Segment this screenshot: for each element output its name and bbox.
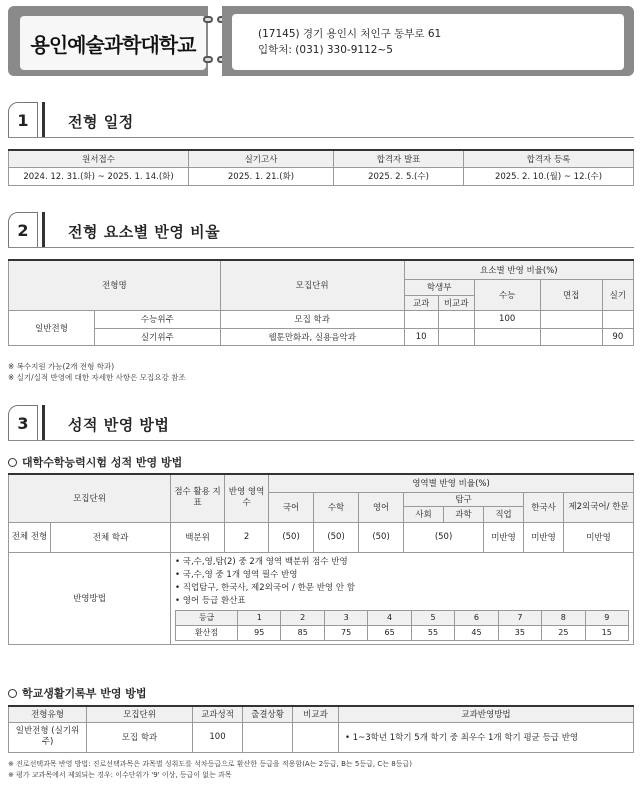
col-header: 학생부: [404, 279, 474, 295]
section-title: 전형 요소별 반영 비율: [68, 223, 221, 241]
note-text: ※ 복수지원 가능(2개 전형 학과): [8, 362, 115, 371]
table-cell: 환산점: [176, 625, 238, 640]
circle-bullet-icon: [8, 689, 17, 698]
col-header: 비교과: [293, 706, 339, 722]
col-header: 전형명: [9, 260, 221, 310]
table-cell: [243, 722, 293, 752]
col-header: 출결상황: [243, 706, 293, 722]
table-cell: (50): [269, 522, 314, 552]
col-header: 실기: [602, 279, 633, 310]
col-header: 한국사: [524, 492, 564, 522]
table-cell: 85: [281, 625, 324, 640]
bullet-text: • 국,수,영,탐(2) 중 2개 영역 백분위 점수 반영: [175, 556, 348, 567]
table-cell: 2025. 1. 21.(화): [189, 167, 334, 185]
table-cell: 일반전형 (실기위주): [9, 722, 87, 752]
col-header: 과학: [444, 506, 484, 522]
table-cell: 백분위: [171, 522, 225, 552]
table-cell: 2025. 2. 5.(수): [334, 167, 464, 185]
section-number: 3: [8, 405, 38, 441]
table-cell: 실기위주: [95, 328, 221, 345]
table-cell: 등급: [176, 610, 238, 625]
col-header: 합격자 발표: [334, 150, 464, 167]
table-cell: 6: [455, 610, 498, 625]
notes: [8, 361, 186, 383]
table-cell: 2024. 12. 31.(화) ~ 2025. 1. 14.(화): [9, 167, 189, 185]
subheading-csat: [8, 454, 182, 470]
bullet-text: • 직업탐구, 한국사, 제2외국어 / 한문 반영 안 함: [175, 582, 355, 593]
col-header: 수학: [314, 492, 359, 522]
note-text: ※ 진로선택과목 반영 방법: 진로선택과목은 과목별 성취도를 석차등급으로 환산한 등급을 적용함(A는 2등급, B는 5등급, C는 8등급): [8, 760, 412, 768]
table-cell: 75: [324, 625, 367, 640]
section-number: 2: [8, 212, 38, 248]
table-cell: 100: [474, 310, 540, 328]
table-cell: [602, 310, 633, 328]
col-header: 모집단위: [87, 706, 193, 722]
table-cell: 전체 전형: [9, 522, 51, 552]
table-cell: (50): [359, 522, 404, 552]
col-header: 전형유형: [9, 706, 87, 722]
table-cell: (50): [404, 522, 484, 552]
circle-bullet-icon: [8, 458, 17, 467]
table-cell: 반영방법: [9, 552, 171, 644]
table-cell: 모집 학과: [87, 722, 193, 752]
table-cell: 35: [498, 625, 541, 640]
col-header: 국어: [269, 492, 314, 522]
table-cell: [293, 722, 339, 752]
table-cell: 15: [585, 625, 628, 640]
table-cell: 미반영: [524, 522, 564, 552]
bullet-text: • 국,수,영 중 1개 영역 필수 반영: [175, 569, 298, 580]
table-cell: 65: [368, 625, 411, 640]
subheading-text: 학교생활기록부 반영 방법: [22, 687, 147, 700]
table-cell: 수능위주: [95, 310, 221, 328]
notes: [8, 759, 412, 781]
table-cell: 8: [542, 610, 585, 625]
col-header: 원서접수: [9, 150, 189, 167]
table-cell: 55: [411, 625, 454, 640]
section-heading-schedule: [8, 102, 634, 140]
table-cell: 웹툰만화과, 실용음악과: [220, 328, 404, 345]
table-cell: [540, 328, 602, 345]
table-cell: (50): [314, 522, 359, 552]
bullet-text: • 영어 등급 환산표: [175, 595, 246, 606]
table-cell: 전체 학과: [51, 522, 171, 552]
table-cell: 25: [542, 625, 585, 640]
note-text: ※ 실기/실적 반영에 대한 자세한 사항은 모집요강 참조: [8, 373, 186, 382]
record-table: [8, 705, 634, 753]
section-title: 전형 일정: [68, 113, 134, 131]
table-cell: 모집 학과: [220, 310, 404, 328]
method-cell: [171, 552, 634, 644]
table-cell: 90: [602, 328, 633, 345]
table-cell: 5: [411, 610, 454, 625]
col-header: 교과성적: [193, 706, 243, 722]
section-heading-ratio: [8, 212, 634, 250]
col-header: 실기고사: [189, 150, 334, 167]
col-header: 반영 영역수: [225, 474, 269, 522]
section-number: 1: [8, 102, 38, 138]
table-cell: 4: [368, 610, 411, 625]
table-cell: • 1~3학년 1학기 5개 학기 중 최우수 1개 학기 평균 등급 반영: [339, 722, 634, 752]
col-header: 모집단위: [9, 474, 171, 522]
col-header: 영역별 반영 비율(%): [269, 474, 634, 492]
header-school-panel: [8, 6, 208, 76]
subheading-text: 대학수학능력시험 성적 반영 방법: [22, 456, 183, 469]
table-cell: 2: [225, 522, 269, 552]
table-cell: 미반영: [564, 522, 634, 552]
table-cell: 미반영: [484, 522, 524, 552]
col-header: 사회: [404, 506, 444, 522]
table-cell: 100: [193, 722, 243, 752]
col-header: 면접: [540, 279, 602, 310]
section-heading-scores: [8, 405, 634, 443]
table-cell: [474, 328, 540, 345]
table-cell: 1: [238, 610, 281, 625]
note-text: ※ 평가 교과목에서 제외되는 경우: 이수단위가 '9' 이상, 등급이 없는 과목: [8, 771, 232, 779]
phone: 입학처: (031) 330-9112~5: [258, 44, 393, 56]
table-cell: 3: [324, 610, 367, 625]
table-cell: 9: [585, 610, 628, 625]
col-header: 탐구: [404, 492, 524, 506]
table-cell: [438, 328, 474, 345]
table-cell: 7: [498, 610, 541, 625]
col-header: 제2외국어/ 한문: [564, 492, 634, 522]
col-header: 비교과: [438, 295, 474, 310]
col-header: 직업: [484, 506, 524, 522]
col-header: 교과반영방법: [339, 706, 634, 722]
table-cell: [540, 310, 602, 328]
ratio-table: [8, 259, 634, 346]
col-header: 영어: [359, 492, 404, 522]
schedule-table: [8, 149, 634, 186]
table-cell: 일반전형: [9, 310, 95, 345]
col-header: 점수 활용 지표: [171, 474, 225, 522]
english-grade-table: [175, 610, 629, 641]
csat-table: [8, 473, 634, 645]
header-contact-panel: [222, 6, 634, 76]
subheading-record: [8, 685, 147, 701]
col-header: 요소별 반영 비율(%): [404, 260, 633, 279]
table-cell: 95: [238, 625, 281, 640]
col-header: 교과: [404, 295, 438, 310]
table-cell: 2: [281, 610, 324, 625]
table-cell: 2025. 2. 10.(월) ~ 12.(수): [464, 167, 634, 185]
col-header: 합격자 등록: [464, 150, 634, 167]
table-cell: 10: [404, 328, 438, 345]
table-cell: [404, 310, 438, 328]
address: (17145) 경기 용인시 처인구 동부로 61: [258, 28, 442, 40]
col-header: 수능: [474, 279, 540, 310]
section-title: 성적 반영 방법: [68, 416, 170, 434]
table-cell: 45: [455, 625, 498, 640]
col-header: 모집단위: [220, 260, 404, 310]
school-name: 용인예술과학대학교: [20, 16, 206, 70]
table-cell: [438, 310, 474, 328]
